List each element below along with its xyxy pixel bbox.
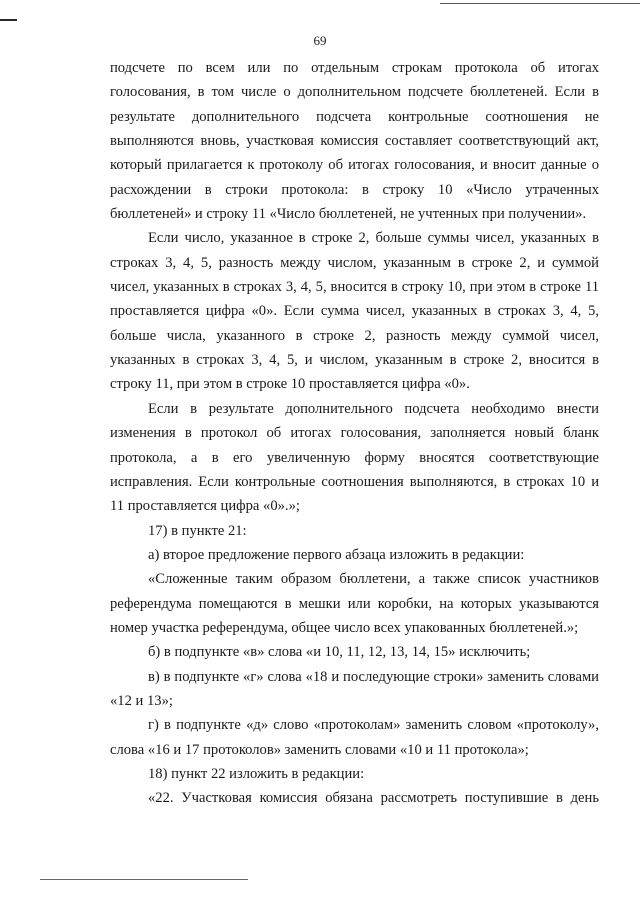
text-line: 17) в пункте 21: bbox=[148, 522, 247, 539]
paragraph bbox=[110, 762, 599, 786]
page-number: 69 bbox=[313, 33, 327, 48]
text-line: «22. Участковая комиссия обязана рассмотреть поступившие в день bbox=[148, 790, 599, 807]
text-line: больше числа, указанного в строке 2, разность между суммой чисел, bbox=[110, 327, 599, 344]
paragraph bbox=[110, 567, 599, 640]
text-line: проставляется цифра «0». Если сумма чисел, указанных в строках 3, 4, 5, bbox=[110, 303, 599, 320]
paragraph bbox=[110, 543, 599, 567]
text-line: подсчете по всем или по отдельным строкам протокола об итогах bbox=[110, 60, 599, 76]
paragraph bbox=[110, 786, 599, 810]
text-line: указанных в строках 3, 4, 5, и числом, указанным в строке 2, вносится в bbox=[110, 352, 599, 369]
text-line: слова «16 и 17 протоколов» заменить словами «10 и 11 протокола»; bbox=[110, 741, 529, 758]
text-line: строку 11, при этом в строке 10 проставляется цифра «0». bbox=[110, 376, 470, 393]
document-body bbox=[110, 56, 599, 811]
text-line: голосования, в том числе о дополнительном подсчете бюллетеней. Если в bbox=[110, 84, 599, 101]
paragraph bbox=[110, 397, 599, 519]
text-line: «Сложенные таким образом бюллетени, а также список участников bbox=[148, 571, 599, 588]
text-line: бюллетеней» и строку 11 «Число бюллетеней, не учтенных при получении». bbox=[110, 206, 587, 223]
text-line: г) в подпункте «д» слово «протоколам» заменить словом «протоколу», bbox=[148, 717, 599, 734]
text-line: б) в подпункте «в» слова «и 10, 11, 12, 13, 14, 15» исключить; bbox=[148, 644, 531, 661]
text-line: результате дополнительного подсчета контрольные соотношения не bbox=[110, 108, 599, 125]
text-line: 18) пункт 22 изложить в редакции: bbox=[148, 765, 365, 782]
text-line: номер участка референдума, общее число всех упакованных бюллетеней.»; bbox=[110, 619, 579, 636]
paragraph bbox=[110, 56, 599, 226]
paragraph bbox=[110, 519, 599, 543]
text-line: который прилагается к протоколу об итогах голосования, и вносит данные о bbox=[110, 157, 599, 174]
text-line: 11 проставляется цифра «0».»; bbox=[110, 498, 300, 515]
scan-bottom-rule bbox=[40, 879, 248, 880]
paragraph bbox=[110, 665, 599, 714]
text-line: расхождении в строки протокола: в строку 10 «Число утраченных bbox=[110, 181, 599, 198]
paragraph bbox=[110, 713, 599, 762]
text-line: исправления. Если контрольные соотношения выполняются, в строках 10 и bbox=[110, 473, 599, 490]
paragraph bbox=[110, 226, 599, 396]
paragraph bbox=[110, 640, 599, 664]
text-line: а) второе предложение первого абзаца изложить в редакции: bbox=[148, 546, 525, 563]
scan-top-rule bbox=[440, 3, 640, 4]
text-line: «12 и 13»; bbox=[110, 692, 173, 709]
text-line: Если число, указанное в строке 2, больше суммы чисел, указанных в bbox=[148, 230, 599, 247]
text-line: строках 3, 4, 5, разность между числом, указанным в строке 2, и суммой bbox=[110, 254, 599, 271]
text-line: в) в подпункте «г» слова «18 и последующие строки» заменить словами bbox=[148, 668, 599, 685]
scan-edge-mark bbox=[0, 19, 17, 21]
text-line: протокола, а в его увеличенную форму вносятся соответствующие bbox=[110, 449, 599, 466]
text-line: чисел, указанных в строках 3, 4, 5, вносится в строку 10, при этом в строке 11 bbox=[110, 279, 599, 296]
text-line: изменения в протокол об итогах голосования, заполняется новый бланк bbox=[110, 425, 599, 442]
text-line: референдума помещаются в мешки или коробки, на которых указываются bbox=[110, 595, 599, 612]
text-line: Если в результате дополнительного подсчета необходимо внести bbox=[148, 400, 599, 417]
text-line: выполняются вновь, участковая комиссия составляет соответствующий акт, bbox=[110, 133, 599, 150]
